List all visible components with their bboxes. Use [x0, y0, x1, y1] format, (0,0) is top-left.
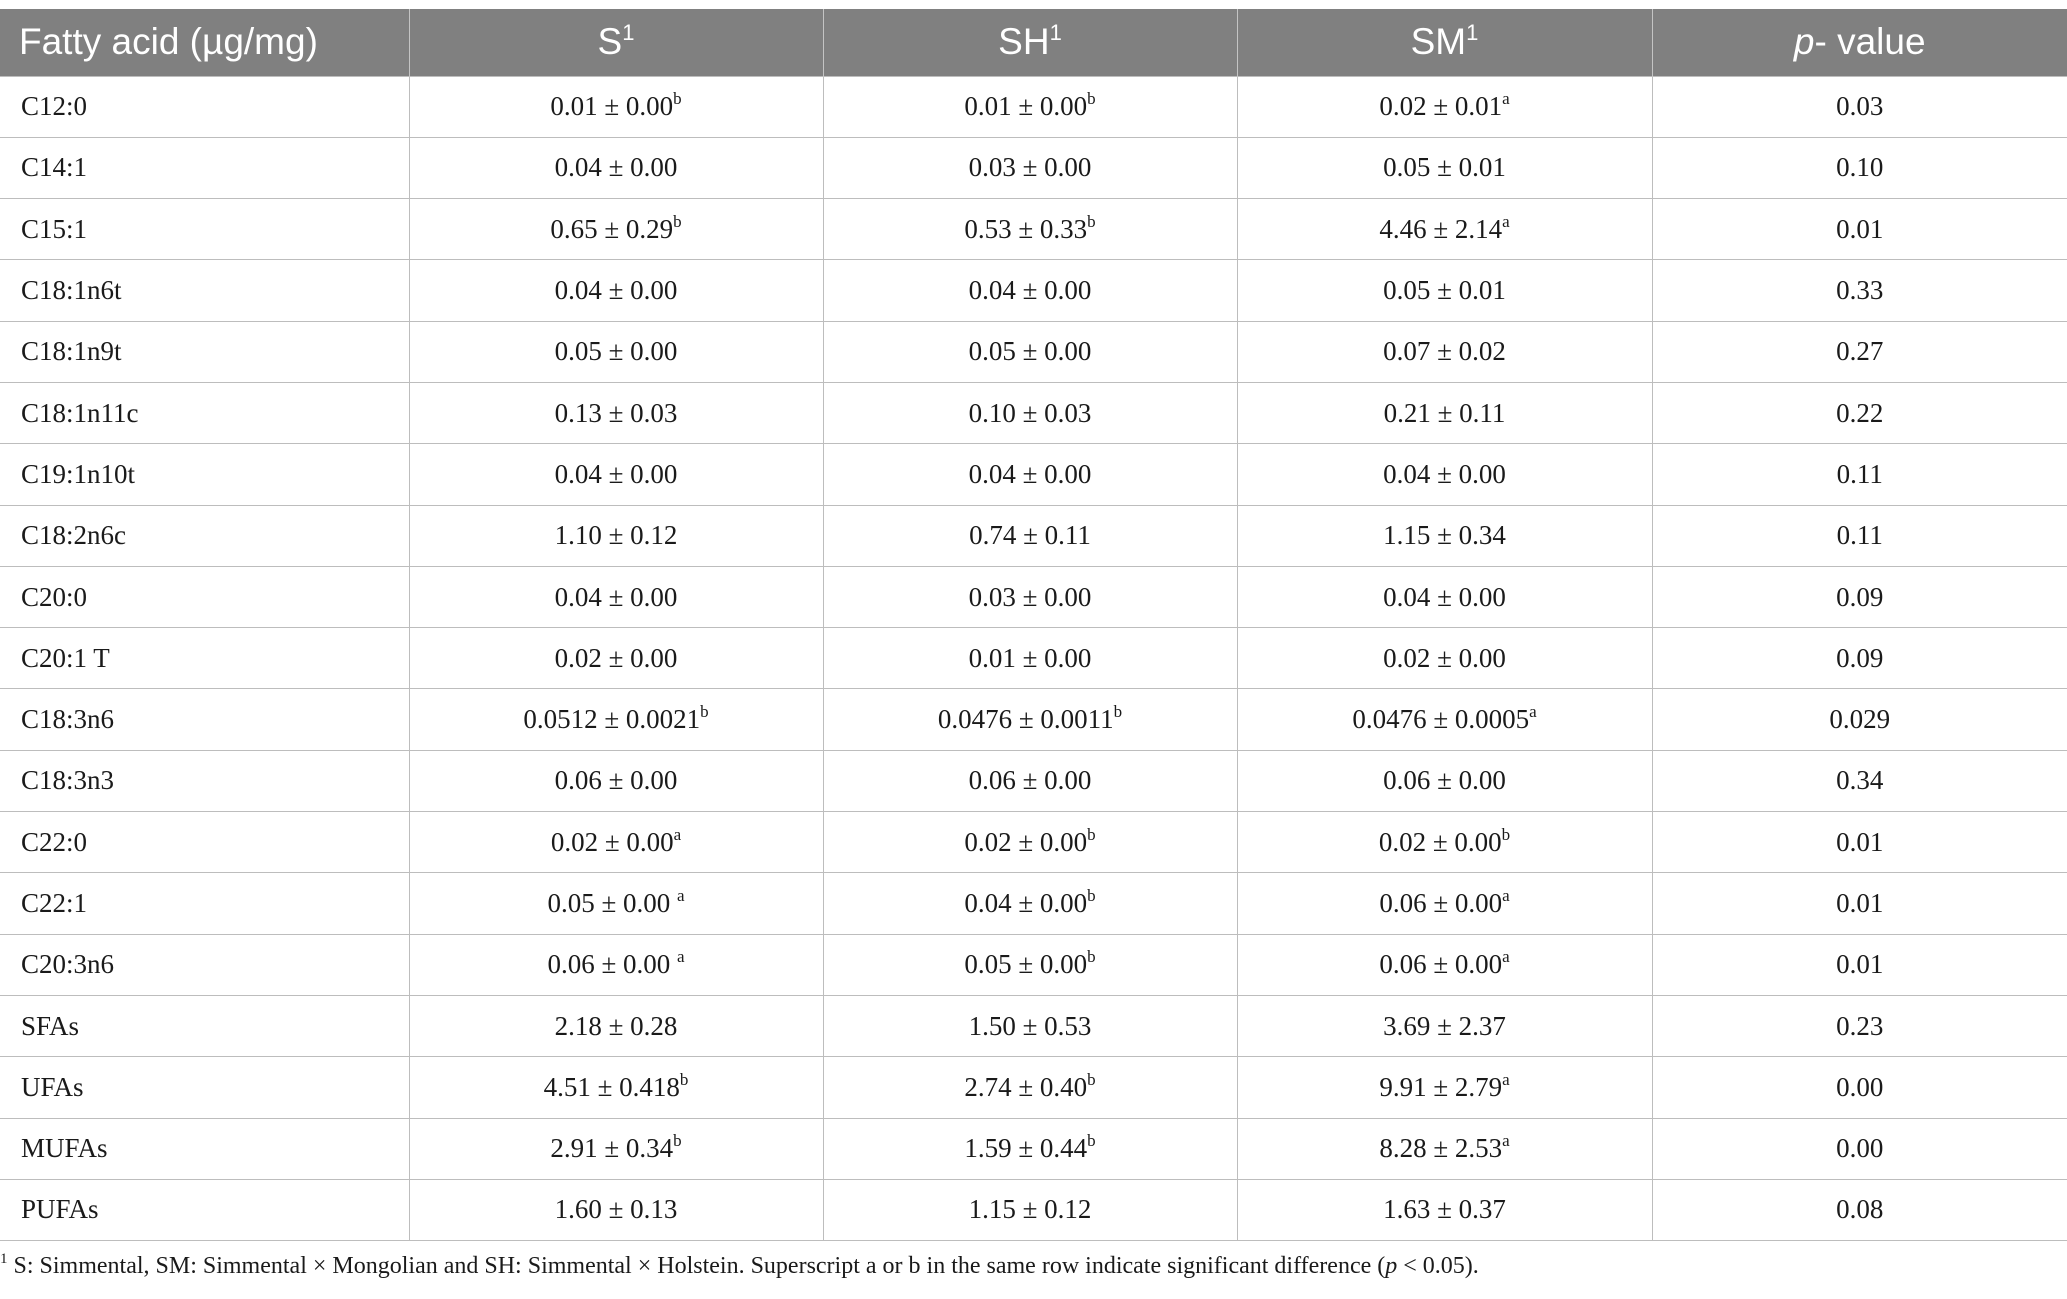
- significance-superscript: b: [1087, 89, 1096, 109]
- significance-superscript: a: [1502, 886, 1510, 905]
- fatty-acid-name-cell: C18:2n6c: [0, 505, 409, 566]
- s-value-cell: 0.02 ± 0.00: [409, 628, 823, 689]
- p-value-cell: 0.01: [1652, 199, 2067, 260]
- p-value-cell: 0.08: [1652, 1179, 2067, 1240]
- table-row: [0, 1057, 2067, 1118]
- sh-value-cell: 0.03 ± 0.00: [823, 566, 1237, 627]
- s-value-cell: 1.10 ± 0.12: [409, 505, 823, 566]
- sh-value-cell: 0.06 ± 0.00: [823, 750, 1237, 811]
- sh-value-cell: 0.10 ± 0.03: [823, 382, 1237, 443]
- fatty-acid-table: [0, 9, 2067, 1241]
- fatty-acid-name-cell: C12:0: [0, 76, 409, 137]
- sm-value-cell: 1.63 ± 0.37: [1237, 1179, 1652, 1240]
- significance-superscript: a: [677, 947, 685, 967]
- fatty-acid-table-container: [0, 9, 2067, 1241]
- fatty-acid-name-cell: C18:1n9t: [0, 321, 409, 382]
- significance-superscript: b: [673, 89, 682, 109]
- significance-superscript: a: [1502, 1131, 1510, 1151]
- table-row: [0, 199, 2067, 260]
- p-value-cell: 0.11: [1652, 444, 2067, 505]
- significance-superscript: b: [1501, 824, 1511, 844]
- s-value-cell: 0.65 ± 0.29$^b$: [409, 199, 823, 260]
- s-value-cell: 2.91 ± 0.34$^b$: [409, 1118, 823, 1179]
- sh-value-cell: 2.74 ± 0.40$^b$: [823, 1057, 1237, 1118]
- s-value-cell: 1.60 ± 0.13: [409, 1179, 823, 1240]
- s-value-cell: 0.13 ± 0.03: [409, 382, 823, 443]
- s-value-cell: 0.06 ± 0.00 $^a$: [409, 934, 823, 995]
- significance-superscript: b: [1087, 211, 1096, 231]
- sm-value-cell: 0.02 ± 0.01$^a$: [1237, 76, 1652, 137]
- significance-superscript: b: [1087, 947, 1096, 967]
- sh-value-cell: 0.02 ± 0.00$^b$: [823, 812, 1237, 873]
- table-row: [0, 321, 2067, 382]
- fatty-acid-name-cell: C18:1n11c: [0, 382, 409, 443]
- header-fatty-acid: Fatty acid (µg/mg): [19, 21, 318, 63]
- sh-value-cell: 0.74 ± 0.11: [823, 505, 1237, 566]
- table-body: [0, 76, 2067, 1241]
- sh-value-cell: 0.03 ± 0.00: [823, 137, 1237, 198]
- header-sh: $SH^1$: [823, 9, 1237, 76]
- fatty-acid-name-cell: C22:1: [0, 873, 409, 934]
- p-value-cell: 0.00: [1652, 1057, 2067, 1118]
- sm-value-cell: 0.02 ± 0.00$^b$: [1237, 812, 1652, 873]
- sm-value-cell: 0.04 ± 0.00: [1237, 444, 1652, 505]
- table-row: [0, 566, 2067, 627]
- p-value-cell: 0.01: [1652, 873, 2067, 934]
- p-value-cell: 0.10: [1652, 137, 2067, 198]
- fatty-acid-name-cell: C14:1: [0, 137, 409, 198]
- significance-superscript: a: [1529, 702, 1537, 722]
- sm-value-cell: 3.69 ± 2.37: [1237, 995, 1652, 1056]
- p-value-cell: 0.22: [1652, 382, 2067, 443]
- p-value-cell: 0.00: [1652, 1118, 2067, 1179]
- s-value-cell: 0.02 ± 0.00$^a$: [409, 812, 823, 873]
- significance-superscript: a: [1502, 1069, 1510, 1089]
- sh-value-cell: 0.01 ± 0.00: [823, 628, 1237, 689]
- p-value-cell: 0.23: [1652, 995, 2067, 1056]
- sh-value-cell: 0.05 ± 0.00$^b$: [823, 934, 1237, 995]
- header-s: $S^1$: [409, 9, 823, 76]
- significance-superscript: b: [1113, 702, 1123, 722]
- p-value-cell: 0.01: [1652, 812, 2067, 873]
- sh-value-cell: 0.05 ± 0.00: [823, 321, 1237, 382]
- p-value-cell: 0.33: [1652, 260, 2067, 321]
- sm-value-cell: 0.0476 ± 0.0005$^a$: [1237, 689, 1652, 750]
- table-row: [0, 628, 2067, 689]
- table-header-row: [0, 9, 2067, 76]
- fatty-acid-name-cell: C20:1 T: [0, 628, 409, 689]
- significance-superscript: b: [1087, 1069, 1096, 1089]
- sm-value-cell: 1.15 ± 0.34: [1237, 505, 1652, 566]
- fatty-acid-name-cell: C15:1: [0, 199, 409, 260]
- s-value-cell: 0.04 ± 0.00: [409, 260, 823, 321]
- significance-superscript: a: [677, 886, 685, 905]
- sh-value-cell: 0.0476 ± 0.0011$^b$: [823, 689, 1237, 750]
- significance-superscript: b: [679, 1069, 689, 1089]
- p-value-cell: 0.34: [1652, 750, 2067, 811]
- table-row: [0, 260, 2067, 321]
- table-row: [0, 76, 2067, 137]
- table-row: [0, 382, 2067, 443]
- sm-value-cell: 8.28 ± 2.53$^a$: [1237, 1118, 1652, 1179]
- sm-value-cell: 0.05 ± 0.01: [1237, 137, 1652, 198]
- sm-value-cell: 0.06 ± 0.00: [1237, 750, 1652, 811]
- fatty-acid-name-cell: C18:3n6: [0, 689, 409, 750]
- p-value-cell: 0.01: [1652, 934, 2067, 995]
- table-row: [0, 689, 2067, 750]
- fatty-acid-name-cell: C22:0: [0, 812, 409, 873]
- sm-value-cell: 0.06 ± 0.00$^a$: [1237, 873, 1652, 934]
- s-value-cell: 0.0512 ± 0.0021$^b$: [409, 689, 823, 750]
- p-value-cell: 0.09: [1652, 628, 2067, 689]
- sm-value-cell: 0.07 ± 0.02: [1237, 321, 1652, 382]
- fatty-acid-name-cell: C20:3n6: [0, 934, 409, 995]
- significance-superscript: a: [1502, 947, 1510, 967]
- sh-value-cell: 0.01 ± 0.00$^b$: [823, 76, 1237, 137]
- s-value-cell: 0.04 ± 0.00: [409, 137, 823, 198]
- table-row: [0, 1179, 2067, 1240]
- significance-superscript: b: [1087, 824, 1096, 844]
- significance-superscript: b: [700, 702, 709, 722]
- sm-value-cell: 0.06 ± 0.00$^a$: [1237, 934, 1652, 995]
- s-value-cell: 0.05 ± 0.00: [409, 321, 823, 382]
- sh-value-cell: 0.53 ± 0.33$^b$: [823, 199, 1237, 260]
- s-value-cell: 2.18 ± 0.28: [409, 995, 823, 1056]
- table-row: [0, 873, 2067, 934]
- significance-superscript: b: [673, 1131, 682, 1151]
- sh-value-cell: 0.04 ± 0.00$^b$: [823, 873, 1237, 934]
- sm-value-cell: 4.46 ± 2.14$^a$: [1237, 199, 1652, 260]
- s-value-cell: 4.51 ± 0.418$^b$: [409, 1057, 823, 1118]
- fatty-acid-name-cell: MUFAs: [0, 1118, 409, 1179]
- p-value-cell: 0.029: [1652, 689, 2067, 750]
- fatty-acid-name-cell: PUFAs: [0, 1179, 409, 1240]
- table-row: [0, 812, 2067, 873]
- table-row: [0, 1118, 2067, 1179]
- header-sm: $SM^1$: [1237, 9, 1652, 76]
- fatty-acid-name-cell: C19:1n10t: [0, 444, 409, 505]
- table-row: [0, 444, 2067, 505]
- significance-superscript: b: [673, 211, 682, 231]
- s-value-cell: 0.04 ± 0.00: [409, 444, 823, 505]
- s-value-cell: 0.05 ± 0.00 $^a$: [409, 873, 823, 934]
- sm-value-cell: 0.05 ± 0.01: [1237, 260, 1652, 321]
- sh-value-cell: 0.04 ± 0.00: [823, 260, 1237, 321]
- sh-value-cell: 1.59 ± 0.44$^b$: [823, 1118, 1237, 1179]
- significance-superscript: a: [1502, 211, 1510, 231]
- fatty-acid-name-cell: C18:1n6t: [0, 260, 409, 321]
- table-row: [0, 137, 2067, 198]
- significance-superscript: a: [1502, 89, 1510, 109]
- sm-value-cell: 9.91 ± 2.79$^a$: [1237, 1057, 1652, 1118]
- header-p-value: p- value: [1652, 9, 2067, 76]
- p-value-cell: 0.27: [1652, 321, 2067, 382]
- table-row: [0, 934, 2067, 995]
- sm-value-cell: 0.04 ± 0.00: [1237, 566, 1652, 627]
- p-value-cell: 0.11: [1652, 505, 2067, 566]
- fatty-acid-name-cell: SFAs: [0, 995, 409, 1056]
- s-value-cell: 0.04 ± 0.00: [409, 566, 823, 627]
- sh-value-cell: 1.50 ± 0.53: [823, 995, 1237, 1056]
- table-row: [0, 995, 2067, 1056]
- sh-value-cell: 1.15 ± 0.12: [823, 1179, 1237, 1240]
- significance-superscript: a: [673, 824, 682, 844]
- sm-value-cell: 0.02 ± 0.00: [1237, 628, 1652, 689]
- table-footnote: $^1$ S: Simmental, SM: Simmental × Mongolian and SH: Simmental × Holstein. Superscript a or b in the same row indicate significant difference (p < 0.05).: [0, 1251, 1479, 1279]
- p-value-cell: 0.03: [1652, 76, 2067, 137]
- p-value-cell: 0.09: [1652, 566, 2067, 627]
- s-value-cell: 0.01 ± 0.00$^b$: [409, 76, 823, 137]
- fatty-acid-name-cell: C18:3n3: [0, 750, 409, 811]
- sh-value-cell: 0.04 ± 0.00: [823, 444, 1237, 505]
- fatty-acid-name-cell: UFAs: [0, 1057, 409, 1118]
- sm-value-cell: 0.21 ± 0.11: [1237, 382, 1652, 443]
- fatty-acid-name-cell: C20:0: [0, 566, 409, 627]
- significance-superscript: b: [1087, 1131, 1096, 1151]
- significance-superscript: b: [1087, 886, 1096, 905]
- table-row: [0, 750, 2067, 811]
- s-value-cell: 0.06 ± 0.00: [409, 750, 823, 811]
- table-row: [0, 505, 2067, 566]
